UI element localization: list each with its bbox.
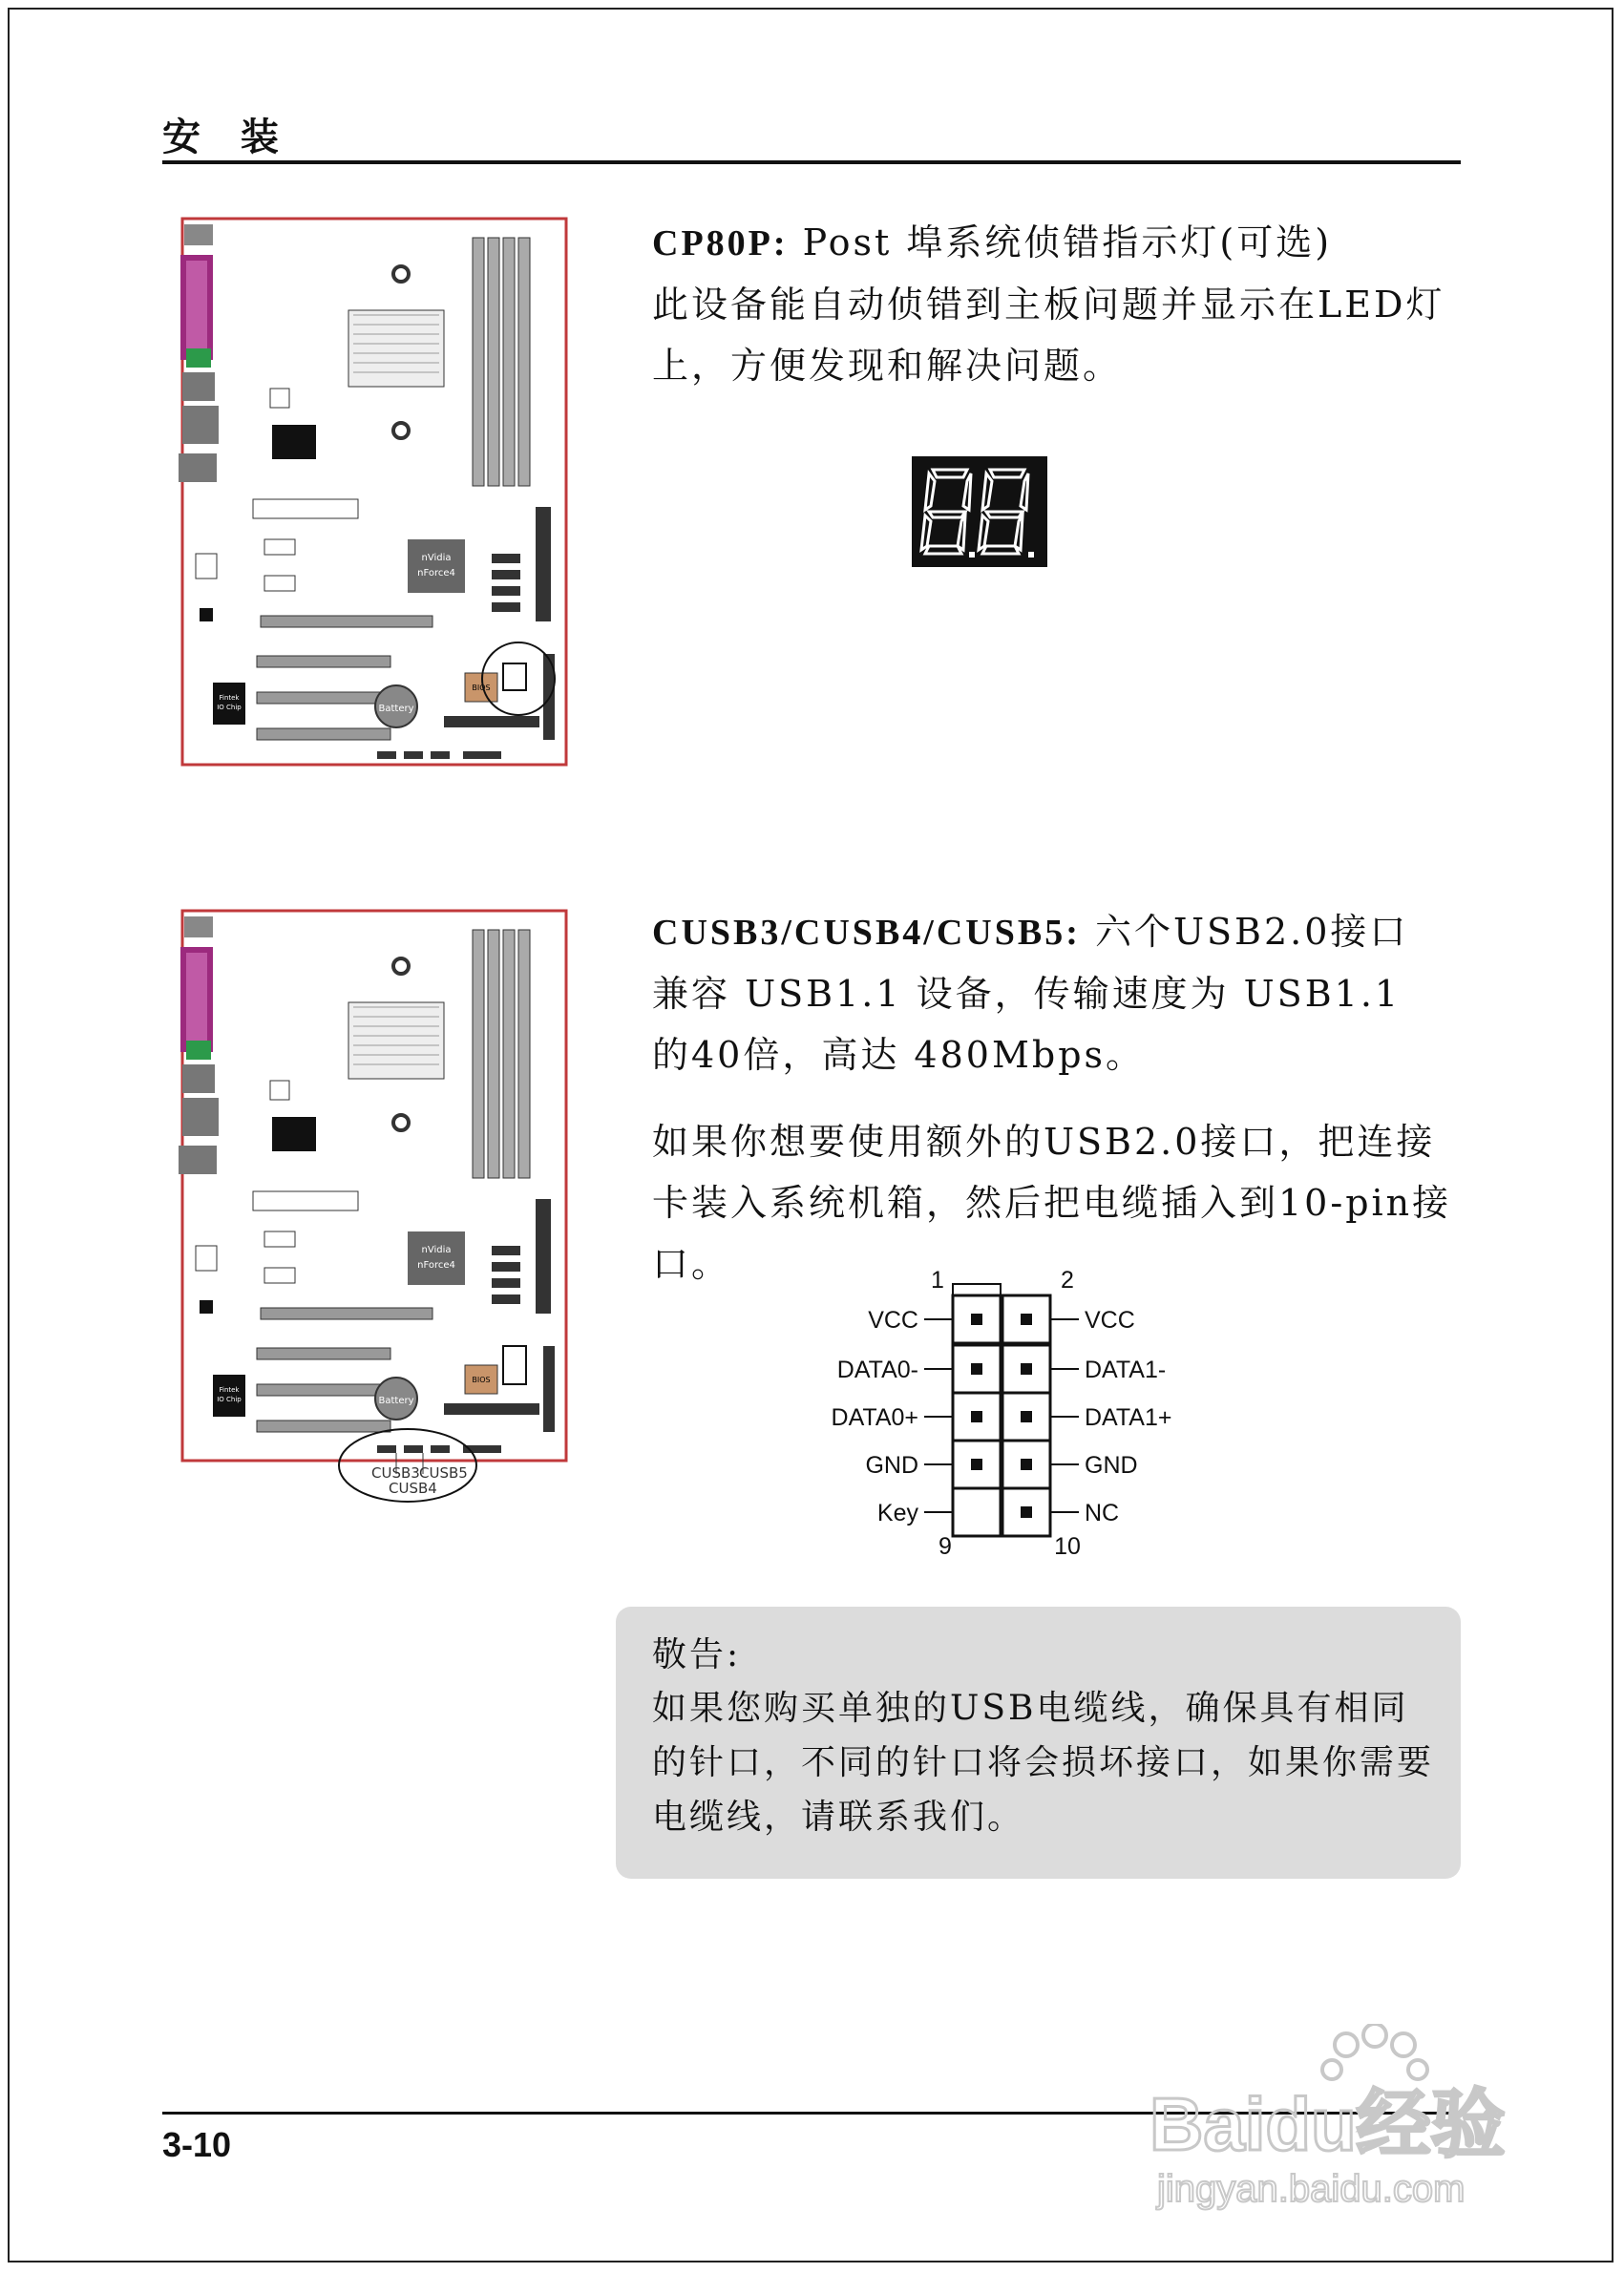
page-header: 安 装 [162,116,292,159]
io-chip-label-1: Fintek [219,1386,240,1394]
pin-10-label: 10 [1054,1533,1081,1560]
baidu-watermark-icon [1146,2024,1537,2215]
pin-left-4: GND [865,1452,918,1479]
header-rule [162,160,1461,164]
pin-1-label: 1 [931,1267,944,1294]
warning-title: 敬告: [652,1635,742,1674]
bios-label: BIOS [472,684,491,692]
cusb3-label: CUSB3 [371,1464,420,1482]
usb-description [652,901,1454,1085]
warning-note [616,1607,1461,1879]
usb-label: CUSB3/CUSB4/CUSB5: [652,913,1081,953]
cusb4-label: CUSB4 [389,1480,437,1497]
chipset-label-2: nForce4 [417,1260,455,1271]
usb-body-1: 兼容 USB1.1 设备，传输速度为 USB1.1 的40倍，高达 480Mbps。 [652,973,1402,1076]
cp80p-description [652,212,1454,396]
watermark-logo: Baidu经验 [1149,2082,1506,2166]
battery-label: Battery [378,704,414,714]
usb-body-2: 如果你想要使用额外的USB2.0接口，把连接卡装入系统机箱，然后把电缆插入到10-pin接口。 [652,1121,1452,1285]
usb-title: 六个USB2.0接口 [1094,911,1409,953]
watermark-url: jingyan.baidu.com [1157,2168,1466,2210]
pin-right-1: VCC [1085,1307,1135,1334]
io-chip-label-2: IO Chip [217,1396,242,1403]
seven-segment-led-icon [912,456,1047,567]
pin-right-2: DATA1- [1085,1357,1167,1383]
pin-right-3: DATA1+ [1085,1404,1172,1431]
pin-right-5: NC [1085,1500,1120,1526]
cp80p-title: Post 埠系统侦错指示灯(可选) [802,221,1333,263]
chipset-label-1: nVidia [421,553,452,563]
pin-left-2: DATA0- [836,1357,918,1383]
pin-left-5: Key [876,1500,918,1526]
cusb5-label: CUSB5 [419,1464,468,1482]
chipset-label-1: nVidia [421,1245,452,1255]
page-number: 3-10 [162,2125,232,2164]
io-chip-label-2: IO Chip [217,704,242,711]
usb-pin-header-diagram [812,1265,1213,1570]
battery-label: Battery [378,1396,414,1406]
pin-left-1: VCC [868,1307,918,1334]
pin-9-label: 9 [939,1533,952,1560]
pin-right-4: GND [1085,1452,1138,1479]
motherboard-diagram-cusb [158,907,578,1508]
chipset-label-2: nForce4 [417,568,455,579]
pin-2-label: 2 [1061,1267,1074,1294]
io-chip-label-1: Fintek [219,694,240,702]
pin-left-3: DATA0+ [831,1404,918,1431]
cp80p-label: CP80P: [652,223,789,263]
cp80p-body: 此设备能自动侦错到主板问题并显示在LED灯上，方便发现和解决问题。 [652,284,1445,387]
warning-body: 如果您购买单独的USB电缆线，确保具有相同的针口，不同的针口将会损坏接口，如果你需要电缆线，请联系我们。 [652,1689,1435,1837]
motherboard-diagram-cp80p [158,215,578,768]
bios-label: BIOS [472,1376,491,1384]
